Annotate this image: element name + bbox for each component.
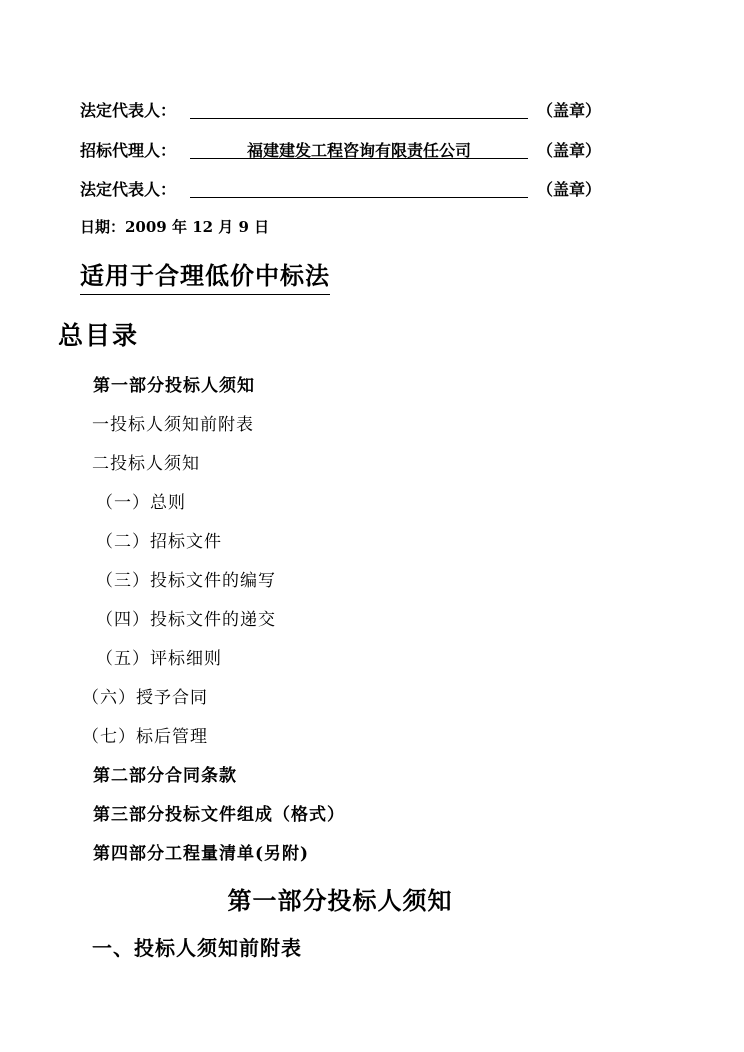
toc-item-preface-table: 一投标人须知前附表 xyxy=(92,415,254,435)
toc-item-tender-docs: （二）招标文件 xyxy=(96,532,222,552)
toc-item-part1: 第一部分投标人须知 xyxy=(93,376,255,396)
signature-label-legal-rep-2: 法定代表人： xyxy=(80,180,177,199)
evaluation-method-title: 适用于合理低价中标法 xyxy=(80,256,330,295)
toc-item-bid-preparation: （三）投标文件的编写 xyxy=(96,571,276,591)
toc-item-post-award: （七）标后管理 xyxy=(82,727,208,747)
toc-item-contract-award: （六）授予合同 xyxy=(82,688,208,708)
signature-line-legal-rep-1 xyxy=(190,98,528,119)
toc-item-bidder-instructions: 二投标人须知 xyxy=(92,454,200,474)
toc-item-bid-submission: （四）投标文件的递交 xyxy=(96,610,276,630)
toc-item-part4: 第四部分工程量清单(另附) xyxy=(93,844,310,864)
document-date: 日期：2009 年 12 月 9 日 xyxy=(80,218,270,236)
section-one-heading: 一、投标人须知前附表 xyxy=(92,936,302,960)
part-one-heading: 第一部分投标人须知 xyxy=(227,886,453,915)
seal-label-3: （盖章） xyxy=(537,180,602,199)
toc-item-evaluation-rules: （五）评标细则 xyxy=(96,649,222,669)
signature-label-legal-rep-1: 法定代表人： xyxy=(80,101,177,120)
seal-label-2: （盖章） xyxy=(537,141,602,160)
signature-line-legal-rep-2 xyxy=(190,177,528,198)
toc-item-general: （一）总则 xyxy=(96,493,186,513)
toc-item-part3: 第三部分投标文件组成（格式） xyxy=(93,805,345,825)
toc-item-part2: 第二部分合同条款 xyxy=(93,766,237,786)
signature-label-agent: 招标代理人： xyxy=(80,141,177,160)
toc-title: 总目录 xyxy=(58,321,140,350)
seal-label-1: （盖章） xyxy=(537,101,602,120)
signature-line-agent: 福建建发工程咨询有限责任公司 xyxy=(190,138,528,159)
